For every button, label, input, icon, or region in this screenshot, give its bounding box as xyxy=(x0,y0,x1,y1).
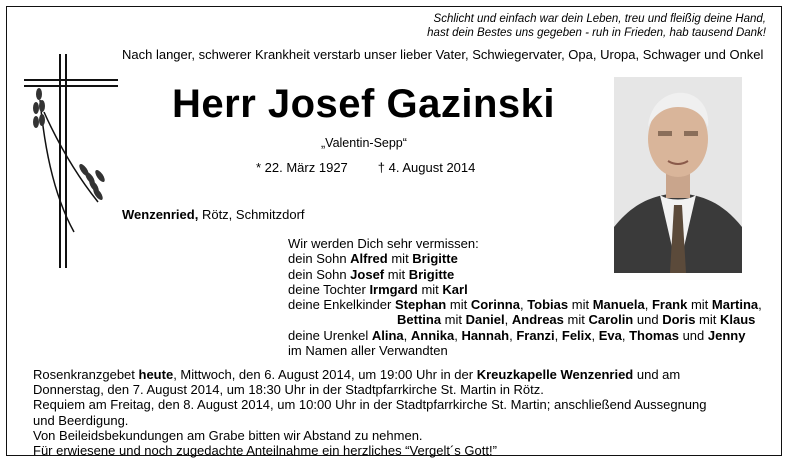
grandchild-name: Frank xyxy=(651,297,688,313)
separator: , xyxy=(454,327,462,343)
mourner-partner: Brigitte xyxy=(408,266,455,282)
mourner-son-1 xyxy=(288,251,762,266)
footer-line-4: und Beerdigung. xyxy=(33,412,129,428)
separator: , xyxy=(758,297,762,313)
separator: , xyxy=(519,297,528,313)
mourner-relation: dein Sohn xyxy=(288,251,351,267)
mourner-name: Josef xyxy=(350,266,385,282)
grandchildren-row-1 xyxy=(288,297,762,312)
separator: , xyxy=(644,297,652,313)
separator: , xyxy=(554,327,562,343)
deceased-name: Herr Josef Gazinski xyxy=(172,82,555,126)
mourners-list xyxy=(288,236,762,358)
grandchild-name: Tobias xyxy=(527,297,569,313)
mourner-joiner: mit xyxy=(568,297,593,313)
separator: und xyxy=(633,312,663,328)
footer-line-6: Für erwiesene und noch zugedachte Anteilnahme ein herzliches “Vergelt´s Gott!” xyxy=(33,443,497,459)
footer-line-1 xyxy=(33,367,753,382)
mourner-partner: Karl xyxy=(442,281,468,297)
mourner-daughter xyxy=(288,282,762,297)
footer-text: , Mittwoch, den 6. August 2014, um 19:00 Uhr in der xyxy=(173,367,477,382)
nickname: „Valentin-Sepp“ xyxy=(321,136,407,150)
motto-line-1: Schlicht und einfach war dein Leben, treu und fleißig deine Hand, xyxy=(433,13,766,25)
service-info xyxy=(33,367,753,458)
footer-line-5: Von Beileidsbekundungen am Grabe bitten wir Abstand zu nehmen. xyxy=(33,427,423,443)
mourner-name: Irmgard xyxy=(369,281,418,297)
motto-verse xyxy=(427,12,766,40)
great-grandchild-name: Annika xyxy=(410,327,455,343)
great-grandchild-name: Jenny xyxy=(707,327,746,343)
grandchild-partner: Carolin xyxy=(588,312,634,328)
great-grandchildren-row xyxy=(288,328,762,343)
mourners-intro: Wir werden Dich sehr vermissen: xyxy=(288,236,479,251)
grandchild-partner: Manuela xyxy=(592,297,645,313)
footer-line-3: Requiem am Freitag, den 8. August 2014, um 10:00 Uhr in der Stadtpfarrkirche St. Martin; anschließend Aussegnung xyxy=(33,397,707,413)
intro-text: Nach langer, schwerer Krankheit verstarb unser lieber Vater, Schwiegervater, Opa, Uropa, Schwager und Onkel xyxy=(122,47,764,62)
mourner-name: Alfred xyxy=(350,251,388,267)
place-line xyxy=(122,207,305,222)
footer-text: und am xyxy=(633,367,681,382)
mourner-relation: dein Sohn xyxy=(288,266,351,282)
great-grandchild-name: Eva xyxy=(598,327,622,343)
mourner-partner: Brigitte xyxy=(412,251,458,267)
birth-date: * 22. März 1927 xyxy=(256,160,348,175)
great-grandchild-name: Hannah xyxy=(461,327,510,343)
death-date: † 4. August 2014 xyxy=(377,160,476,175)
separator: , xyxy=(504,312,512,328)
mourner-joiner: mit xyxy=(446,297,471,313)
grandchild-partner: Daniel xyxy=(465,312,505,328)
mourner-joiner: mit xyxy=(417,281,443,297)
motto-line-2: hast dein Bestes uns gegeben - ruh in Frieden, hab tausend Dank! xyxy=(427,27,766,39)
grandchild-name: Andreas xyxy=(511,312,564,328)
mourners-closing: im Namen aller Verwandten xyxy=(288,343,448,359)
footer-emphasis: Kreuzkapelle Wenzenried xyxy=(476,367,634,382)
grandchild-name: Doris xyxy=(662,312,696,328)
footer-text: Rosenkranzgebet xyxy=(33,367,139,382)
separator: , xyxy=(591,327,599,343)
great-grandchild-name: Franzi xyxy=(516,327,555,343)
mourner-joiner: mit xyxy=(695,312,720,328)
separator: , xyxy=(621,327,630,343)
separator: , xyxy=(509,327,517,343)
footer-line-2: Donnerstag, den 7. August 2014, um 18:30 Uhr in der Stadtpfarrkirche St. Martin in Rötz. xyxy=(33,382,544,398)
cross-wheat-icon xyxy=(22,52,122,272)
great-grandchildren-label: deine Urenkel xyxy=(288,327,372,343)
grandchild-name: Bettina xyxy=(397,312,442,328)
mourner-joiner: mit xyxy=(687,297,712,313)
separator: , xyxy=(403,327,411,343)
mourner-joiner: mit xyxy=(384,266,409,282)
grandchild-name: Stephan xyxy=(394,297,447,313)
great-grandchild-name: Thomas xyxy=(629,327,679,343)
mourner-relation: deine Tochter xyxy=(288,281,370,297)
grandchildren-row-2 xyxy=(288,312,762,327)
grandchildren-label: deine Enkelkinder xyxy=(288,297,395,313)
mourner-joiner: mit xyxy=(387,251,413,267)
mourner-joiner: mit xyxy=(441,312,466,328)
place-main: Wenzenried, xyxy=(122,207,199,222)
grandchild-partner: Martina xyxy=(711,297,759,313)
mourner-joiner: mit xyxy=(563,312,589,328)
footer-emphasis: heute xyxy=(138,367,174,382)
life-dates xyxy=(256,160,475,175)
great-grandchild-name: Felix xyxy=(561,327,592,343)
grandchild-partner: Corinna xyxy=(470,297,520,313)
great-grandchild-name: Alina xyxy=(371,327,404,343)
grandchild-partner: Klaus xyxy=(719,312,756,328)
mourner-son-2 xyxy=(288,267,762,282)
place-others: Rötz, Schmitzdorf xyxy=(198,207,305,222)
separator: und xyxy=(678,327,708,343)
